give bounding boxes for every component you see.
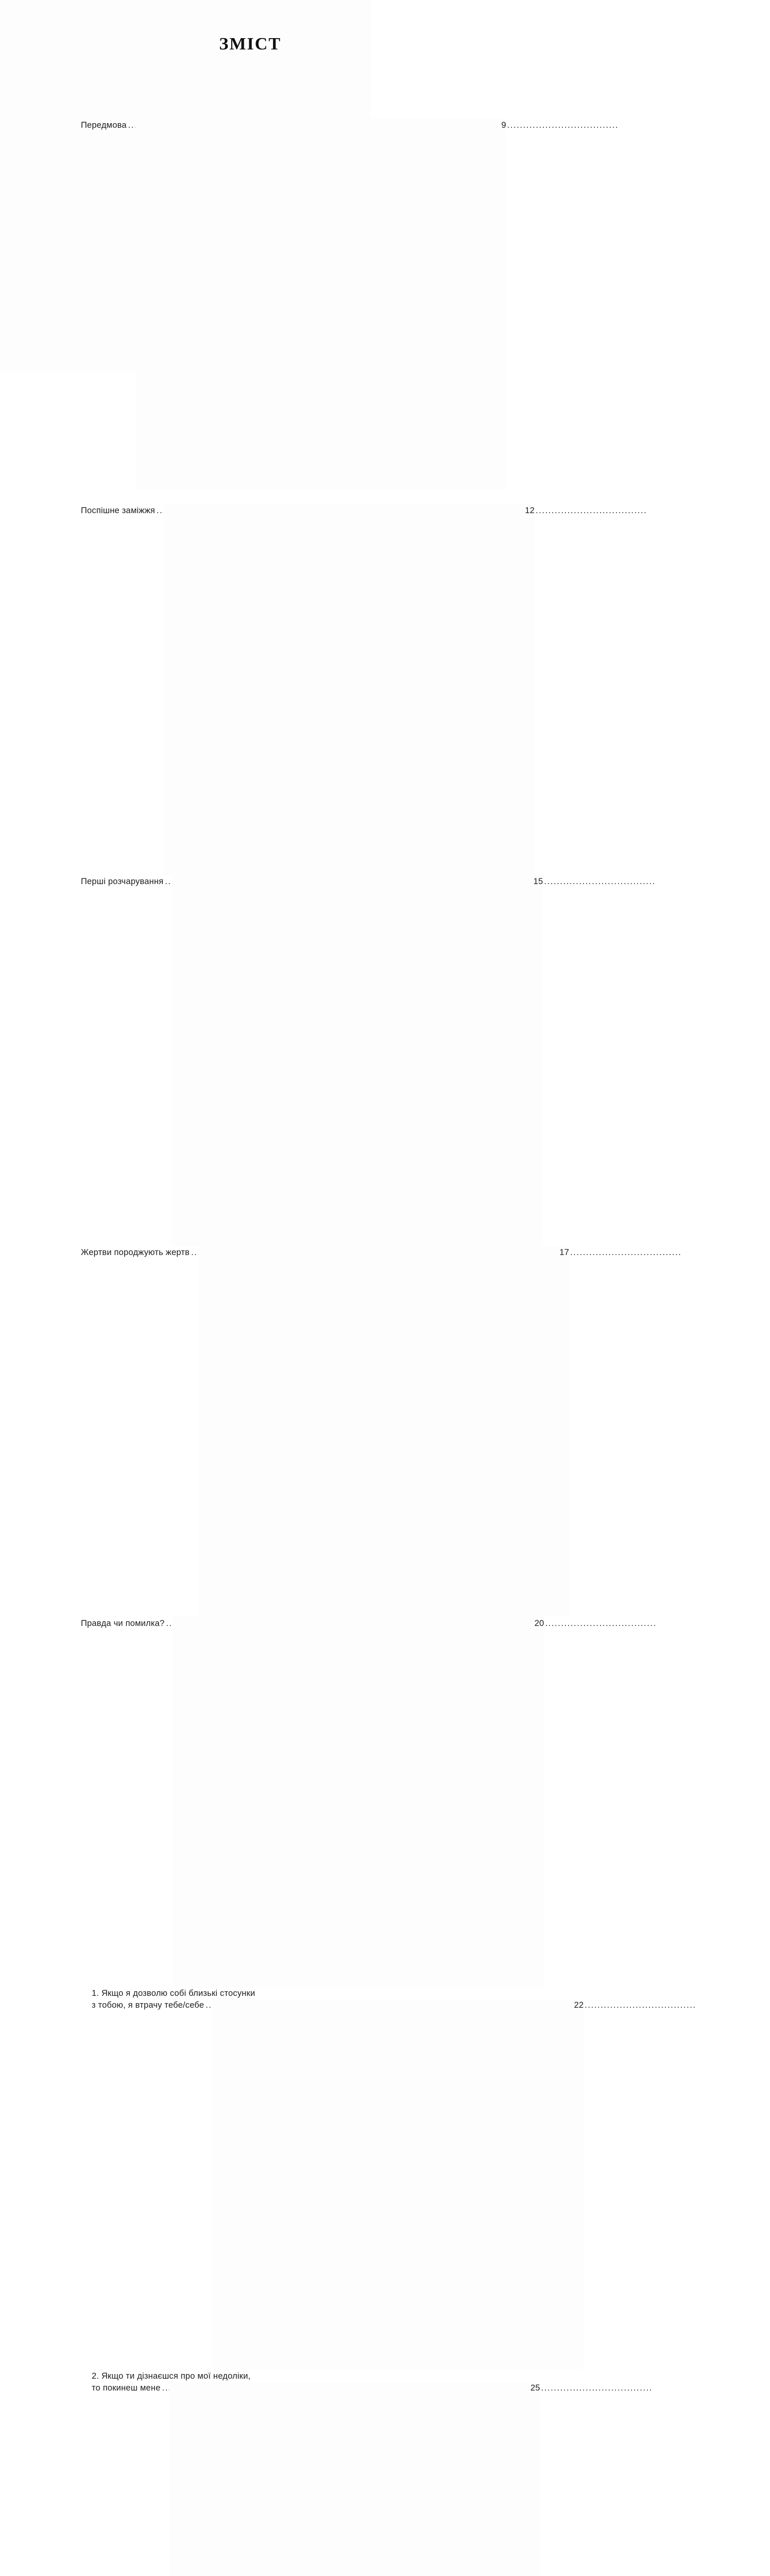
toc-entry-line (92, 1988, 281, 1999)
page-title: ЗМІСТ (219, 35, 281, 54)
toc-entry-text: Передмова (81, 121, 127, 130)
page-number: 22 (213, 1999, 584, 2370)
toc-entry-line (92, 2382, 540, 2576)
toc-entry-text: 2. Якщо ти дізнаєшся про мої недоліки, (92, 2371, 251, 2381)
page-number: 9 (135, 118, 506, 489)
toc-entry-text: Жертви породжують жертв (81, 1248, 190, 1257)
page-number: 20 (173, 1617, 544, 1988)
toc-entry-line (81, 118, 506, 489)
dot-leader (162, 2382, 168, 2394)
toc-entry-line (81, 1617, 544, 1988)
toc-entry (81, 504, 535, 875)
dot-leader (191, 1246, 197, 1260)
page-number: 25 (169, 2382, 540, 2576)
toc-entry-text: 1. Якщо я дозволю собі близькі стосунки (92, 1989, 255, 1998)
toc-entry-line (81, 504, 535, 875)
toc-entry (81, 1988, 584, 2370)
toc-entry (81, 1617, 544, 1988)
dot-leader (128, 118, 134, 132)
page-number: 15 (172, 875, 543, 1246)
page-content (81, 0, 584, 2576)
toc-entry-text: то покинеш мене (92, 2383, 161, 2393)
dot-leader (157, 504, 163, 518)
dot-leader (206, 1999, 212, 2011)
toc-entry-text: з тобою, я втрачу тебе/себе (92, 2001, 204, 2010)
toc-entry-line (92, 1999, 584, 2370)
toc-entry (81, 1246, 570, 1617)
toc-entry (81, 118, 506, 489)
page-number: 17 (198, 1246, 569, 1617)
page-number: 12 (164, 504, 535, 875)
toc-entry-text: Перші розчарування (81, 877, 164, 886)
dot-leader (165, 875, 171, 889)
toc-entry-text: Правда чи помилка? (81, 1619, 165, 1628)
dot-leader (166, 1617, 172, 1631)
toc-entry-line (81, 875, 543, 1246)
toc-entry (81, 875, 543, 1246)
toc-entry-line (81, 1246, 570, 1617)
toc-list (81, 118, 584, 2576)
toc-entry (81, 2370, 540, 2576)
toc-entry-text: Поспішне заміжжя (81, 506, 155, 515)
toc-entry-line (92, 2370, 281, 2382)
